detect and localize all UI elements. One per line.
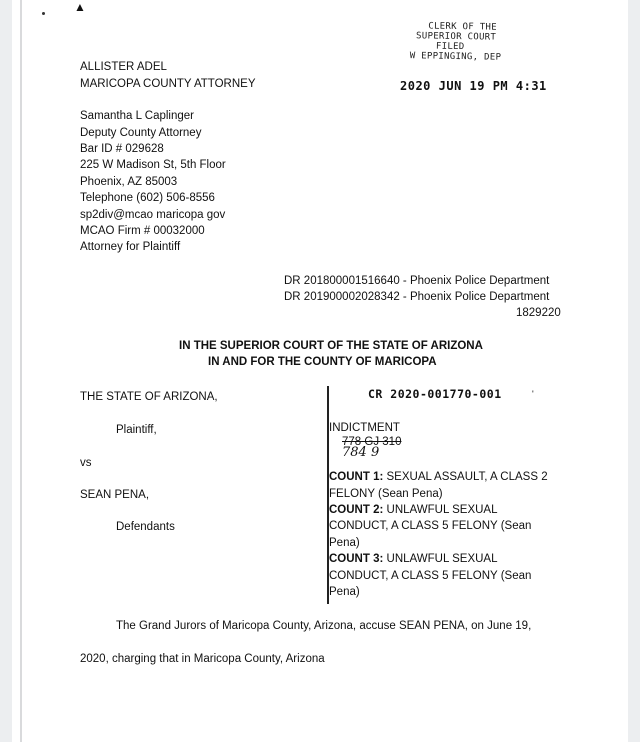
count-1-text: SEXUAL ASSAULT, A CLASS 2: [383, 471, 548, 483]
email: sp2div@mcao maricopa gov: [80, 209, 226, 221]
page-edge: [20, 0, 22, 742]
attorney-role: Attorney for Plaintiff: [80, 241, 181, 253]
count-1-line-2: FELONY (Sean Pena): [329, 488, 443, 500]
gj-struck-number: 778 GJ 310: [342, 436, 402, 448]
count-2-text: UNLAWFUL SEXUAL: [383, 504, 498, 516]
stamp-line-4: W EPPINGING, DEP: [409, 51, 502, 63]
count-2-line-3: Pena): [329, 537, 360, 549]
firm-number: MCAO Firm # 00032000: [80, 225, 205, 237]
stamp-line-2: SUPERIOR COURT: [416, 31, 497, 43]
street-address: 225 W Madison St, 5th Floor: [80, 159, 226, 171]
body-line-1: The Grand Jurors of Maricopa County, Arizona, accuse SEAN PENA, on June 19,: [116, 620, 532, 632]
count-2-label: COUNT 2:: [329, 504, 384, 516]
count-1-label: COUNT 1:: [329, 471, 384, 483]
body-line-2: 2020, charging that in Maricopa County, Arizona: [80, 653, 325, 665]
court-heading-1: IN THE SUPERIOR COURT OF THE STATE OF ARIZONA: [179, 340, 483, 352]
filing-stamp: [409, 21, 502, 63]
count-3-text: UNLAWFUL SEXUAL: [383, 553, 498, 565]
defendant-name: SEAN PENA,: [80, 489, 150, 501]
stamp-date: 2020 JUN 19 PM 4:31: [400, 79, 547, 93]
count-3-line-1: [329, 551, 498, 568]
count-2-line-1: [329, 502, 498, 519]
gj-handwritten-number: 784 9: [342, 445, 380, 460]
count-3-line-3: Pena): [329, 586, 360, 598]
bar-id: Bar ID # 029628: [80, 143, 164, 155]
telephone: Telephone (602) 506-8556: [80, 192, 215, 204]
scan-speck: [42, 12, 45, 15]
count-3-label: COUNT 3:: [329, 553, 384, 565]
dr-number-2: DR 201900002028342 - Phoenix Police Department: [284, 291, 550, 303]
deputy-name: Samantha L Caplinger: [80, 110, 195, 122]
versus: vs: [80, 457, 92, 469]
stamp-line-1: CLERK OF THE: [428, 21, 497, 33]
count-1-line-1: [329, 469, 548, 486]
count-2-line-2: CONDUCT, A CLASS 5 FELONY (Sean: [329, 520, 532, 532]
stamp-line-3: FILED: [435, 41, 465, 53]
document-page: [12, 0, 628, 742]
document-type: INDICTMENT: [329, 422, 400, 434]
hole-punch-mark: ▲: [74, 0, 86, 14]
court-heading-2: IN AND FOR THE COUNTY OF MARICOPA: [208, 356, 437, 368]
count-3-line-2: CONDUCT, A CLASS 5 FELONY (Sean: [329, 570, 532, 582]
dr-number-3: 1829220: [516, 307, 561, 319]
attorney-name: ALLISTER ADEL: [80, 61, 167, 73]
city-address: Phoenix, AZ 85003: [80, 176, 178, 188]
defendant-label: Defendants: [116, 521, 175, 533]
attorney-office: MARICOPA COUNTY ATTORNEY: [80, 78, 256, 90]
plaintiff-name: THE STATE OF ARIZONA,: [80, 391, 218, 403]
plaintiff-label: Plaintiff,: [116, 424, 157, 436]
dr-number-1: DR 201800001516640 - Phoenix Police Department: [284, 275, 550, 287]
case-number: CR 2020-001770-001: [368, 387, 502, 401]
deputy-title: Deputy County Attorney: [80, 127, 202, 139]
stamp-tick: ': [532, 389, 534, 399]
